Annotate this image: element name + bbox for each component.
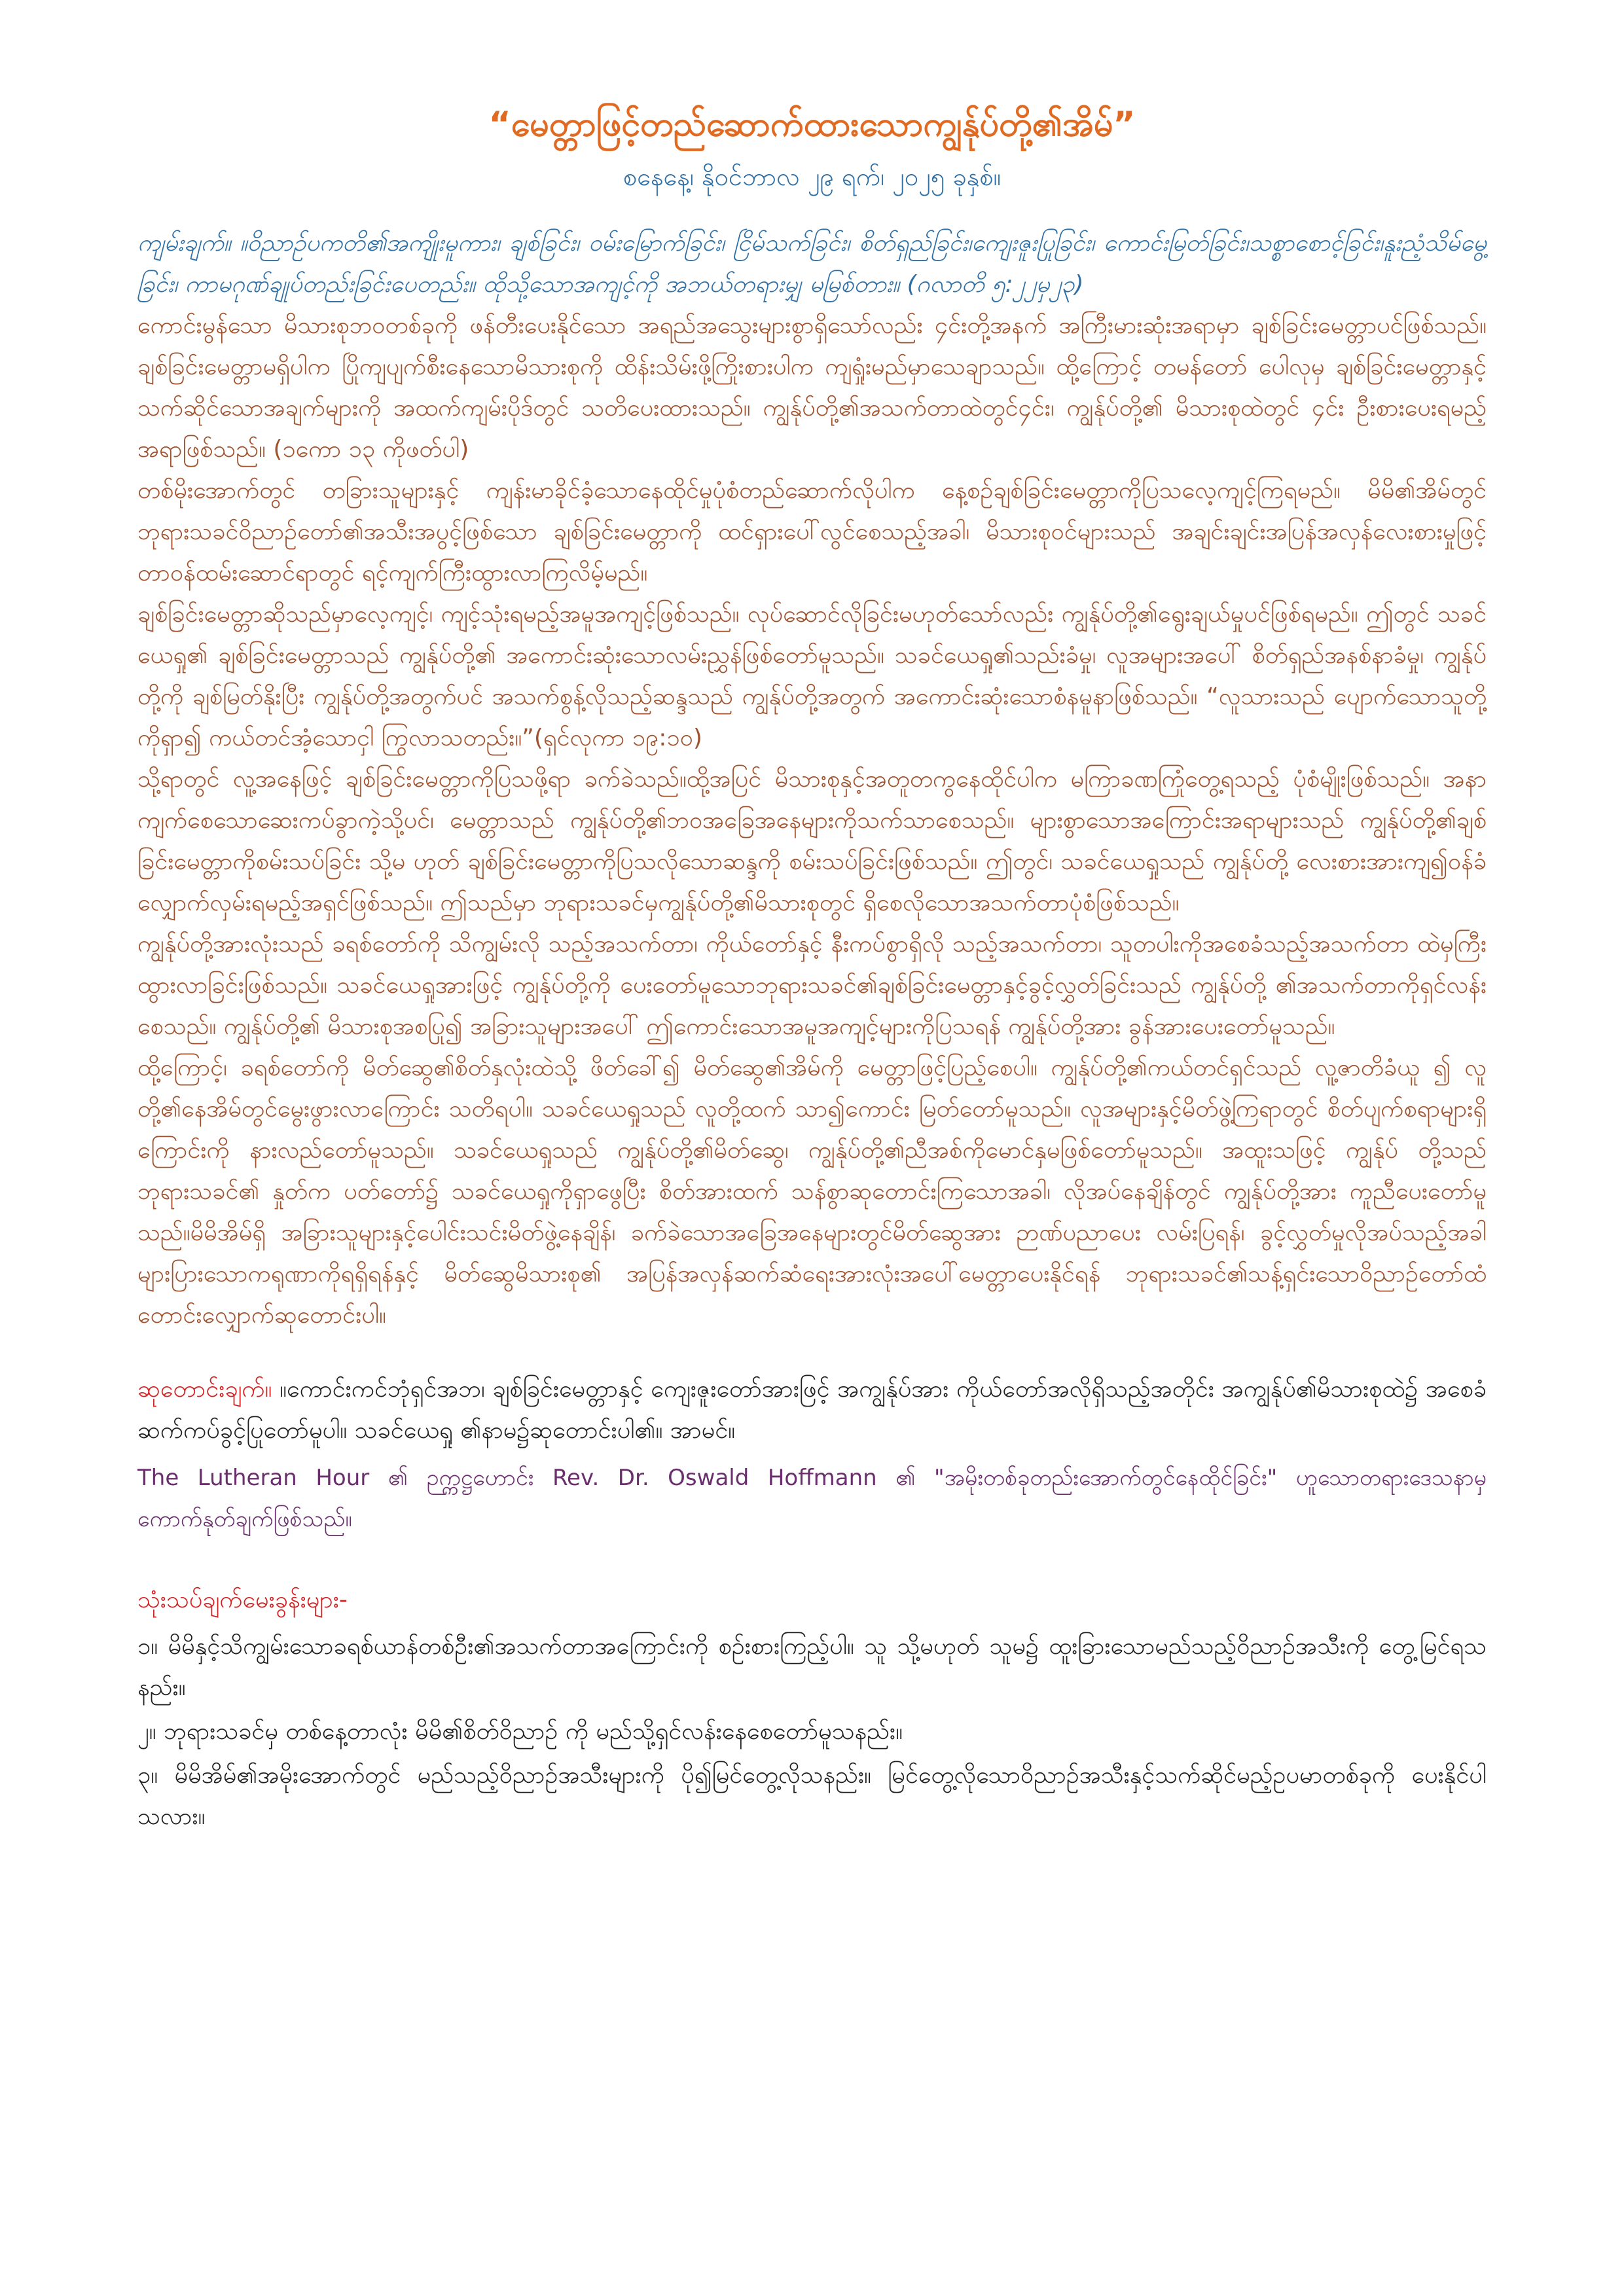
prayer-label: ဆုတောင်းချက်။ (137, 1376, 272, 1403)
reflection-questions (137, 1579, 1487, 1837)
questions-heading: သုံးသပ်ချက်မေးခွန်းများ- (137, 1587, 348, 1613)
body-paragraph: ချစ်ခြင်းမေတ္တာဆိုသည်မှာလေ့ကျင့်၊ ကျင့်သုံးရမည့်အမူအကျင့်ဖြစ်သည်။ လုပ်ဆောင်လိုခြင်းမဟုတ်သော်လည်း ကျွန်ုပ်တို့၏ရွေးချယ်မှုပင်ဖြစ်ရမည်။ ဤတွင် သခင်ယေရှု၏ ချစ်ခြင်းမေတ္တာသည် ကျွန်ုပ်တို့၏ အကောင်းဆုံးသောလမ်းညွှန်ဖြစ်တော်မူသည်။ သခင်ယေရှု၏သည်းခံမှု၊ လူအများအပေါ် စိတ်ရှည်အနစ်နာခံမှု၊ ကျွန်ုပ်တို့ကို ချစ်မြတ်နိုးပြီး ကျွန်ုပ်တို့အတွက်ပင် အသက်စွန့်လိုသည့်ဆန္ဒသည် ကျွန်ုပ်တို့အတွက် အကောင်းဆုံးသောစံနမူနာဖြစ်သည်။ “လူသားသည် ပျောက်သောသူတို့ကိုရှာ၍ ကယ်တင်အံ့သောငှါ ကြွလာသတည်း။”(ရှင်လုကာ ၁၉:၁၀) (137, 601, 1487, 751)
question-item (137, 1626, 1487, 1708)
question-text: မိမိအိမ်၏အမိုးအောက်တွင် မည်သည့်ဝိညာဉ်အသီးများကို ပို၍မြင်တွေ့လိုသနည်း။ မြင်တွေ့လိုသောဝိညာဉ်အသီးနှင့်သက်ဆိုင်မည့်ဥပမာတစ်ခုကို ပေးနိုင်ပါသလား။ (137, 1762, 1487, 1830)
question-item (137, 1711, 1487, 1752)
question-text: မိမိနှင့်သိကျွမ်းသောခရစ်ယာန်တစ်ဦး၏အသက်တာအကြောင်းကို စဉ်းစားကြည့်ပါ။ သူ သို့မဟုတ် သူမ၌ ထူးခြားသောမည်သည့်ဝိညာဉ်အသီးကို တွေ့မြင်ရသနည်း။ (137, 1633, 1487, 1701)
scripture-passage: ကျမ်းချက်။ ။ဝိညာဉ်ပကတိ၏အကျိုးမူကား၊ ချစ်ခြင်း၊ ဝမ်းမြောက်ခြင်း၊ ငြိမ်သက်ခြင်း၊ စိတ်ရှည်ခြင်း၊ကျေးဇူးပြုခြင်း၊ ကောင်းမြတ်ခြင်း၊သစ္စာစောင့်ခြင်း၊နူးညံ့သိမ်မွေ့ခြင်း၊ ကာမဂုဏ်ချုပ်တည်းခြင်းပေတည်း။ ထိုသို့သောအကျင့်ကို အဘယ်တရားမျှ မမြစ်တား။ (ဂလာတိ ၅:၂၂မှ၂၃) (137, 230, 1487, 298)
body-paragraph: သို့ရာတွင် လူ့အနေဖြင့် ချစ်ခြင်းမေတ္တာကိုပြသဖို့ရာ ခက်ခဲသည်။ထို့အပြင် မိသားစုနှင့်အတူတကွနေထိုင်ပါက မကြာခဏကြုံတွေ့ရသည့် ပုံစံမျိုးဖြစ်သည်။ အနာကျက်စေသောဆေးကပ်ခွာကဲ့သို့ပင်၊ မေတ္တာသည် ကျွန်ုပ်တို့၏ဘဝအခြေအနေများကိုသက်သာစေသည်။ များစွာသောအကြောင်းအရာများသည် ကျွန်ုပ်တို့၏ချစ်ခြင်းမေတ္တာကိုစမ်းသပ်ခြင်း သို့မ ဟုတ် ချစ်ခြင်းမေတ္တာကိုပြသလိုသောဆန္ဒကို စမ်းသပ်ခြင်းဖြစ်သည်။ ဤတွင်၊ သခင်ယေရှုသည် ကျွန်ုပ်တို့ လေးစားအားကျ၍ဝန်ခံလျှောက်လှမ်းရမည့်အရှင်ဖြစ်သည်။ ဤသည်မှာ ဘုရားသခင်မှကျွန်ုပ်တို့၏မိသားစုတွင် ရှိစေလိုသောအသက်တာပုံစံဖြစ်သည်။ (137, 766, 1487, 916)
question-number: ၂။ (137, 1718, 156, 1745)
question-number: ၃။ (137, 1762, 158, 1789)
date-line: စနေနေ့၊ နိုဝင်ဘာလ ၂၉ ရက်၊ ၂၀၂၅ ခုနှစ်။ (623, 162, 1001, 191)
body-text (137, 305, 1487, 1336)
body-paragraph: တစ်မိုးအောက်တွင် တခြားသူများနှင့် ကျန်းမာခိုင်ခံ့သောနေထိုင်မှုပုံစံတည်ဆောက်လိုပါက နေ့စဉ်ချစ်ခြင်းမေတ္တာကိုပြသလေ့ကျင့်ကြရမည်။ မိမိ၏အိမ်တွင် ဘုရားသခင်ဝိညာဉ်တော်၏အသီးအပွင့်ဖြစ်သော ချစ်ခြင်းမေတ္တာကို ထင်ရှားပေါ်လွင်စေသည့်အခါ၊ မိသားစုဝင်များသည် အချင်းချင်းအပြန်အလှန်လေးစားမှုဖြင့် တာဝန်ထမ်းဆောင်ရာတွင် ရင့်ကျက်ကြီးထွားလာကြလိမ့်မည်။ (137, 477, 1487, 586)
question-number: ၁။ (137, 1633, 158, 1660)
source-note: The Lutheran Hour ၏ ဉက္ကဋ္ဌဟောင်း Rev. Dr. Oswald Hoffmann ၏ "အမိုးတစ်ခုတည်းအောက်တွင်နေထိုင်ခြင်း" ဟူသောတရားဒေသနာမှ ကောက်နုတ်ချက်ဖြစ်သည်။ (137, 1465, 1487, 1532)
page-title: “မေတ္တာဖြင့်တည်ဆောက်ထားသောကျွန်ုပ်တို့၏အိမ်” (488, 105, 1136, 144)
prayer (137, 1369, 1487, 1451)
body-paragraph: ကောင်းမွန်သော မိသားစုဘဝတစ်ခုကို ဖန်တီးပေးနိုင်သော အရည်အသွေးများစွာရှိသော်လည်း ၄င်းတို့အနက် အကြီးမားဆုံးအရာမှာ ချစ်ခြင်းမေတ္တာပင်ဖြစ်သည်။ ချစ်ခြင်းမေတ္တာမရှိပါက ပြိုကျပျက်စီးနေသောမိသားစုကို ထိန်းသိမ်းဖို့ကြိုးစားပါက ကျရှုံးမည်မှာသေချာသည်။ ထို့ကြောင့် တမန်တော် ပေါလုမှ ချစ်ခြင်းမေတ္တာနှင့်သက်ဆိုင်သောအချက်များကို အထက်ကျမ်းပိုဒ်တွင် သတိပေးထားသည်။ ကျွန်ုပ်တို့၏အသက်တာထဲတွင်၄င်း၊ ကျွန်ုပ်တို့၏ မိသားစုထဲတွင် ၄င်း ဦးစားပေးရမည့်အရာဖြစ်သည်။ (၁ကော ၁၃ ကိုဖတ်ပါ) (137, 312, 1487, 463)
body-paragraph: ထို့ကြောင့်၊ ခရစ်တော်ကို မိတ်ဆွေ၏စိတ်နှလုံးထဲသို့ ဖိတ်ခေါ်၍ မိတ်ဆွေ၏အိမ်ကို မေတ္တာဖြင့်ပြည့်စေပါ။ ကျွန်ုပ်တို့၏ကယ်တင်ရှင်သည် လူ့ဇာတိခံယူ ၍ လူတို့၏နေအိမ်တွင်မွေးဖွားလာကြောင်း သတိရပါ။ သခင်ယေရှုသည် လူတို့ထက် သာ၍ကောင်း မြတ်တော်မူသည်။ လူအများနှင့်မိတ်ဖွဲ့ကြရာတွင် စိတ်ပျက်စရာများရှိကြောင်းကို နားလည်တော်မူသည်။ သခင်ယေရှုသည် ကျွန်ုပ်တို့၏မိတ်ဆွေ၊ ကျွန်ုပ်တို့၏ညီအစ်ကိုမောင်နှမဖြစ်တော်မူသည်။ အထူးသဖြင့် ကျွန်ုပ် တို့သည် ဘုရားသခင်၏ နှုတ်က ပတ်တော်၌ သခင်ယေရှုကိုရှာဖွေပြီး စိတ်အားထက် သန်စွာဆုတောင်းကြသောအခါ၊ လိုအပ်နေချိန်တွင် ကျွန်ုပ်တို့အား ကူညီပေးတော်မူသည်။မိမိအိမ်ရှိ အခြားသူများနှင့်ပေါင်းသင်းမိတ်ဖွဲ့နေချိန်၊ ခက်ခဲသောအခြေအနေများတွင်မိတ်ဆွေအား ဉာဏ်ပညာပေး လမ်းပြရန်၊ ခွင့်လွှတ်မှုလိုအပ်သည့်အခါ များပြားသောကရုဏာကိုရရှိရန်နှင့် မိတ်ဆွေမိသားစု၏ အပြန်အလှန်ဆက်ဆံရေးအားလုံးအပေါ်မေတ္တာပေးနိုင်ရန် ဘုရားသခင်၏သန့်ရှင်းသောဝိညာဉ်တော်ထံ တောင်းလျှောက်ဆုတောင်းပါ။ (137, 1054, 1487, 1329)
prayer-text: ။ကောင်းကင်ဘုံရှင်အဘ၊ ချစ်ခြင်းမေတ္တာနှင့် ကျေးဇူးတော်အားဖြင့် အကျွန်ုပ်အား ကိုယ်တော်အလိုရှိသည့်အတိုင်း အကျွန်ုပ်၏မိသားစုထဲ၌ အစေခံဆက်ကပ်ခွင့်ပြုတော်မူပါ။ သခင်ယေရှု ၏နာမ၌ဆုတောင်းပါ၏။ အာမင်။ (137, 1376, 1487, 1444)
question-item (137, 1755, 1487, 1837)
body-paragraph: ကျွန်ုပ်တို့အားလုံးသည် ခရစ်တော်ကို သိကျွမ်းလို သည့်အသက်တာ၊ ကိုယ်တော်နှင့် နီးကပ်စွာရှိလို သည့်အသက်တာ၊ သူတပါးကိုအစေခံသည့်အသက်တာ ထဲမှကြီးထွားလာခြင်းဖြစ်သည်။ သခင်ယေရှုအားဖြင့် ကျွန်ုပ်တို့ကို ပေးတော်မူသောဘုရားသခင်၏ချစ်ခြင်းမေတ္တာနှင့်ခွင့်လွှတ်ခြင်းသည် ကျွန်ုပ်တို့ ၏အသက်တာကိုရှင်လန်းစေသည်။ ကျွန်ုပ်တို့၏ မိသားစုအစပြု၍ အခြားသူများအပေါ် ဤကောင်းသောအမူအကျင့်များကိုပြသရန် ကျွန်ုပ်တို့အား ခွန်အားပေးတော်မူသည်။ (137, 931, 1487, 1040)
question-text: ဘုရားသခင်မှ တစ်နေ့တာလုံး မိမိ၏စိတ်ဝိညာဉ် ကို မည်သို့ရှင်လန်းနေစေတော်မူသနည်း။ (156, 1718, 903, 1745)
